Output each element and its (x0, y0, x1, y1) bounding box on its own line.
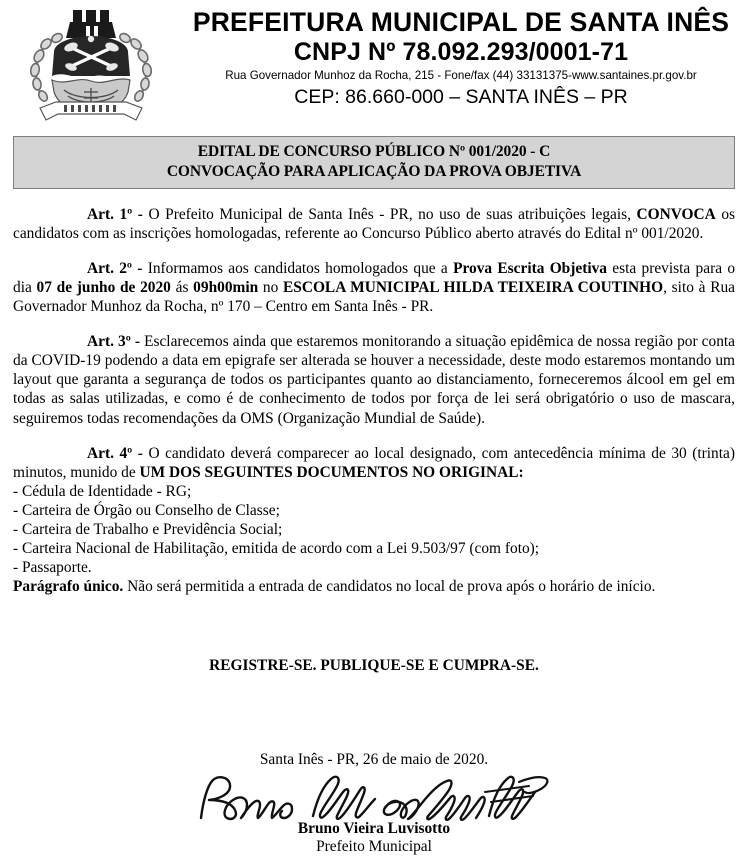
document-body (0, 205, 748, 860)
article-4-text-a: O candidato deverá comparecer ao local designado, com antecedência mínima de 30 (trinta) minutos, munido de (13, 444, 735, 481)
letterhead (0, 0, 748, 126)
edital-title-box (13, 136, 735, 189)
paragrafo-unico (13, 577, 735, 596)
signatory-name: Bruno Vieira Luvisotto (297, 819, 451, 837)
article-1-label: Art. 1º - (87, 205, 143, 223)
article-1-bold-convoca: CONVOCA (636, 205, 716, 223)
edital-title-line-1: EDITAL DE CONCURSO PÚBLICO Nº 001/2020 - C (197, 143, 551, 160)
accepted-documents-list (13, 482, 735, 577)
crest-container (0, 4, 182, 126)
paragrafo-unico-label: Parágrafo único. (13, 578, 124, 596)
list-item: - Cédula de Identidade - RG; (13, 482, 192, 500)
letterhead-text (182, 4, 748, 109)
signatory-role: Prefeito Municipal (316, 837, 432, 855)
list-item: - Carteira Nacional de Habilitação, emitida de acordo com a Lei 9.503/97 (com foto); (13, 540, 540, 558)
article-2-text-e: ás (170, 278, 194, 296)
article-2 (13, 259, 735, 316)
paragrafo-unico-text: Não será permitida a entrada de candidatos no local de prova após o horário de início. (123, 578, 656, 596)
article-4-bold-documents: UM DOS SEGUINTES DOCUMENTOS NO ORIGINAL: (139, 463, 524, 481)
article-2-text-a: Informamos aos candidatos homologados que a (142, 259, 454, 277)
article-2-text-c: esta prevista para o dia (13, 259, 736, 296)
article-3-text: Esclarecemos ainda que estaremos monitorando a situação epidêmica de nossa região por conta da COVID-19 podendo a data em epigrafe ser alterada se houver a necessidade, deste modo estaremos montando um layout que garanta a segurança de todos os participantes quanto ao distanciamento, forneceremos álcool em gel em todas as salas utilizadas, e como é de conhecimento de todos por força de lei será obrigatório o uso de mascara, seguiremos todas recomendações da OMS (Organização Mundial de Saúde). (13, 333, 736, 427)
article-3-label: Art. 3º - (87, 333, 140, 351)
organization-cep: CEP: 86.660-000 – SANTA INÊS – PR (294, 85, 628, 108)
article-2-bold-exam-name: Prova Escrita Objetiva (453, 259, 607, 277)
article-1-text-c: os candidatos com as inscrições homologadas, referente ao Concurso Público aberto através do Edital nº 001/2020. (13, 205, 736, 242)
list-item: - Carteira de Órgão ou Conselho de Classe; (13, 501, 280, 519)
place-and-date: Santa Inês - PR, 26 de maio de 2020. (259, 751, 489, 769)
article-4 (13, 444, 735, 482)
closing-order: REGISTRE-SE. PUBLIQUE-SE E CUMPRA-SE. (209, 657, 539, 675)
article-2-bold-date: 07 de junho de 2020 (36, 278, 171, 296)
article-1-text-a: O Prefeito Municipal de Santa Inês - PR, no uso de suas atribuições legais, (142, 205, 637, 223)
organization-cnpj: CNPJ Nº 78.092.293/0001-71 (293, 37, 629, 66)
article-3 (13, 332, 735, 427)
article-2-text-g: no (258, 278, 284, 296)
edital-title-line-2: CONVOCAÇÃO PARA APLICAÇÃO DA PROVA OBJETIVA (166, 162, 582, 180)
article-4-label: Art. 4º - (87, 444, 143, 462)
article-1 (13, 205, 735, 243)
organization-address: Rua Governador Munhoz da Rocha, 215 - Fone/fax (44) 33131375-www.santaines.pr.gov.br (225, 69, 697, 83)
organization-name: PREFEITURA MUNICIPAL DE SANTA INÊS (192, 7, 730, 37)
santa-ines-coat-of-arms-icon (16, 8, 166, 126)
article-2-bold-venue: ESCOLA MUNICIPAL HILDA TEIXEIRA COUTINHO (283, 278, 664, 296)
article-2-text-i: , sito à Rua Governador Munhoz da Rocha, nº 170 – Centro em Santa Inês - PR. (13, 278, 735, 316)
signature-block (13, 772, 735, 860)
list-item: - Passaporte. (13, 559, 92, 577)
article-2-label: Art. 2º - (87, 259, 143, 277)
article-2-bold-time: 09h00min (193, 278, 259, 296)
list-item: - Carteira de Trabalho e Previdência Social; (13, 520, 283, 538)
